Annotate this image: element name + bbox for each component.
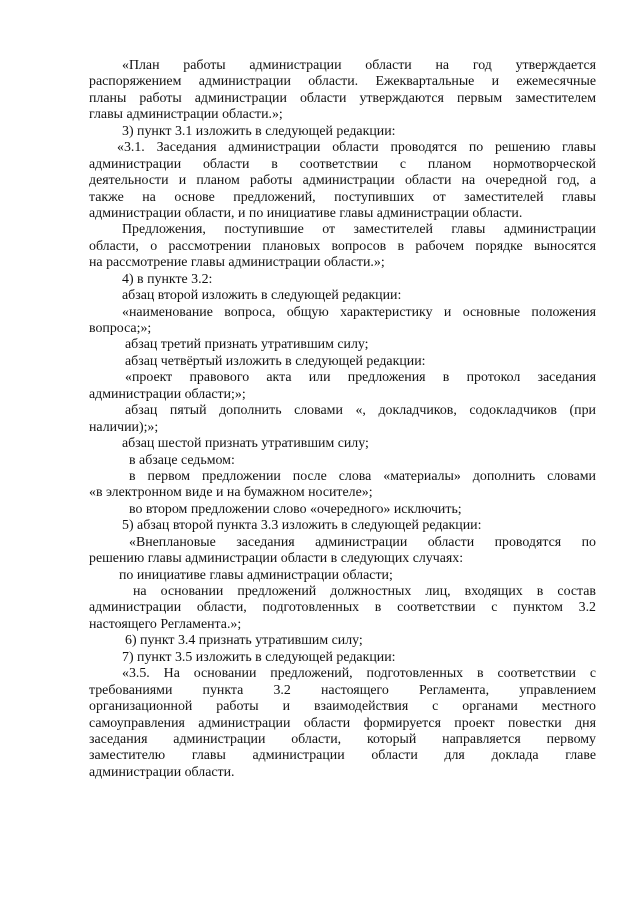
text-line: 7) пункт 3.5 изложить в следующей редакции: — [122, 649, 396, 665]
text-line: «3.1. Заседания администрации области проводятся по решению главы — [117, 140, 596, 156]
text-line: по инициативе главы администрации области; — [119, 567, 393, 583]
text-line: 3) пункт 3.1 изложить в следующей редакции: — [122, 123, 396, 139]
text-line: «План работы администрации области на год утверждается — [122, 58, 596, 73]
text-line: на основании предложений должностных лиц, входящих в состав — [133, 584, 596, 599]
text-line: заместителю главы администрации области для доклада главе — [89, 748, 596, 764]
text-line: планы работы администрации области утверждаются первым заместителем — [89, 90, 596, 106]
text-line: наличии);»; — [89, 419, 159, 435]
text-line: абзац шестой признать утратившим силу; — [122, 436, 369, 452]
text-line: настоящего Регламента.»; — [89, 616, 242, 632]
text-line: «в электронном виде и на бумажном носителе»; — [89, 485, 373, 501]
text-line: «Внеплановые заседания администрации области проводятся по — [129, 534, 596, 550]
text-line: администрации области в соответствии с планом нормотворческой — [89, 156, 596, 172]
text-line: решению главы администрации области в следующих случаях: — [89, 551, 464, 567]
text-line: 4) в пункте 3.2: — [122, 271, 213, 287]
text-line: требованиями пункта 3.2 настоящего Регламента, управлением — [89, 682, 596, 698]
text-line: главы администрации области.»; — [89, 107, 283, 123]
text-line: администрации области, подготовленных в соответствии с пунктом 3.2 — [89, 600, 596, 616]
text-line: администрации области;»; — [89, 386, 246, 402]
text-line: самоуправления администрации области формируется проект повестки дня — [89, 715, 596, 731]
text-line: организационной работы и взаимодействия с органами местного — [89, 699, 596, 715]
text-line: администрации области. — [89, 764, 235, 780]
text-line: на рассмотрение главы администрации области.»; — [89, 255, 385, 271]
text-line: в первом предложении после слова «материалы» дополнить словами — [129, 468, 596, 484]
text-line: абзац второй изложить в следующей редакции: — [122, 288, 402, 304]
text-line: «наименование вопроса, общую характеристику и основные положения — [122, 304, 596, 320]
text-line: «проект правового акта или предложения в протокол заседания — [125, 370, 596, 386]
text-line: абзац пятый дополнить словами «, докладчиков, содокладчиков (при — [125, 403, 596, 419]
text-line: в абзаце седьмом: — [129, 452, 235, 468]
text-line: 6) пункт 3.4 признать утратившим силу; — [125, 633, 363, 649]
text-line: заседания администрации области, который направляется первому — [89, 731, 596, 747]
text-line: абзац четвёртый изложить в следующей редакции: — [125, 353, 426, 369]
text-line: деятельности и планом работы администрации области на очередной год, а — [89, 173, 596, 189]
text-line: «3.5. На основании предложений, подготовленных в соответствии с — [122, 666, 596, 682]
text-line: вопроса;»; — [89, 321, 152, 336]
text-line: также на основе предложений, поступивших от заместителей главы — [89, 189, 596, 205]
text-line: Предложения, поступившие от заместителей главы администрации — [122, 222, 596, 238]
document-body — [89, 58, 596, 781]
text-line: во втором предложении слово «очередного» исключить; — [129, 501, 462, 517]
text-line: администрации области, и по инициативе главы администрации области. — [89, 205, 523, 221]
text-line: 5) абзац второй пункта 3.3 изложить в следующей редакции: — [122, 518, 482, 534]
text-line: абзац третий признать утратившим силу; — [125, 337, 369, 353]
text-line: области, о рассмотрении плановых вопросов в рабочем порядке выносятся — [89, 238, 596, 254]
text-line: распоряжением администрации области. Ежеквартальные и ежемесячные — [89, 74, 596, 90]
